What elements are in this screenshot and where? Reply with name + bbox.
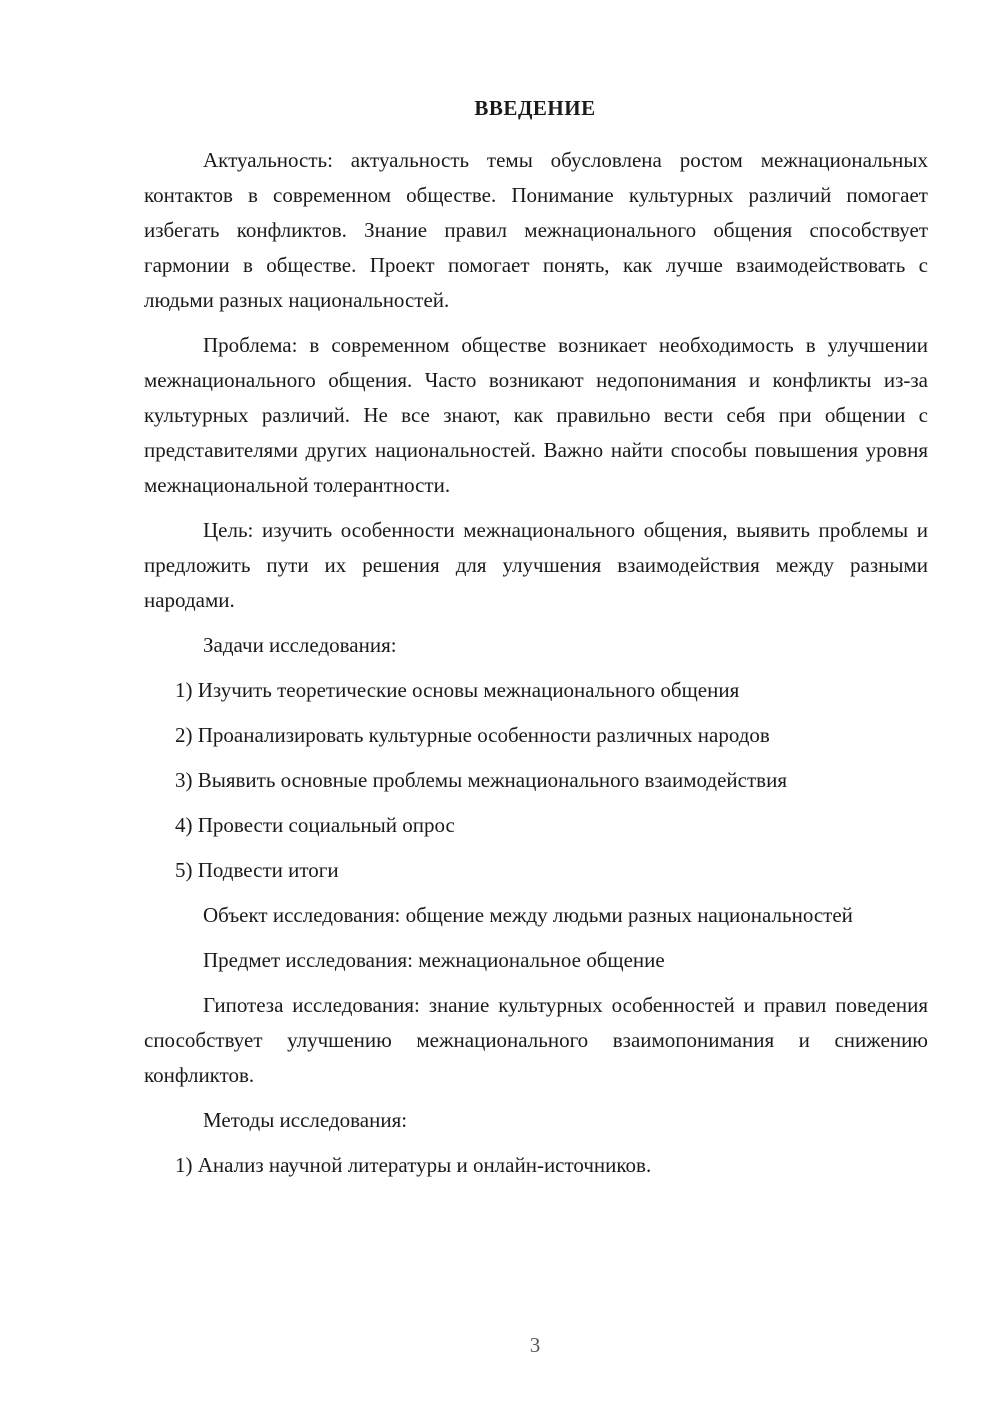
list-item: 4) Провести социальный опрос xyxy=(175,813,455,837)
list-item: 5) Подвести итоги xyxy=(175,858,339,882)
tasks-heading: Задачи исследования: xyxy=(203,633,397,657)
hypothesis-paragraph: Гипотеза исследования: знание культурных особенностей и правил поведения способствует улучшению межнационального взаимопонимания и снижению конфликтов. xyxy=(144,993,928,1087)
list-item: 3) Выявить основные проблемы межнационального взаимодействия xyxy=(175,768,787,792)
page-number: 3 xyxy=(529,1333,541,1357)
object-paragraph: Объект исследования: общение между людьми разных национальностей xyxy=(203,903,853,927)
relevance-paragraph: Актуальность: актуальность темы обусловлена ростом межнациональных контактов в современном обществе. Понимание культурных различий помогает избегать конфликтов. Знание правил межнационального общения способствует гармонии в обществе. Проект помогает понять, как лучше взаимодействовать с людьми разных национальностей. xyxy=(144,148,928,312)
list-item: 1) Изучить теоретические основы межнационального общения xyxy=(175,678,740,702)
subject-paragraph: Предмет исследования: межнациональное общение xyxy=(203,948,665,972)
problem-paragraph: Проблема: в современном обществе возникает необходимость в улучшении межнационального общения. Часто возникают недопонимания и конфликты из-за культурных различий. Не все знают, как правильно вести себя при общении с представителями других национальностей. Важно найти способы повышения уровня межнациональной толерантности. xyxy=(144,333,928,497)
list-item: 2) Проанализировать культурные особенности различных народов xyxy=(175,723,770,747)
tasks-list xyxy=(144,673,928,888)
methods-list xyxy=(144,1148,928,1183)
section-title: ВВЕДЕНИЕ xyxy=(474,96,596,120)
goal-paragraph: Цель: изучить особенности межнационального общения, выявить проблемы и предложить пути их решения для улучшения взаимодействия между разными народами. xyxy=(144,518,928,612)
methods-heading: Методы исследования: xyxy=(203,1108,408,1132)
document-body xyxy=(144,143,928,1193)
list-item: 1) Анализ научной литературы и онлайн-источников. xyxy=(175,1153,652,1177)
